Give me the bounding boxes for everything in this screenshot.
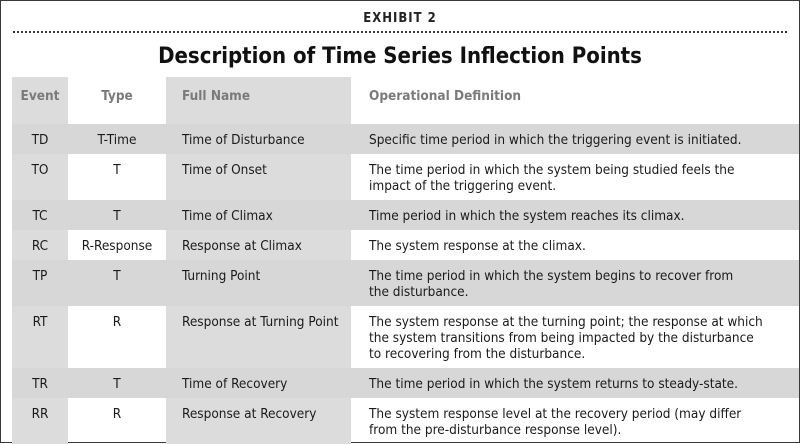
inflection-points-table xyxy=(12,77,799,444)
cell-definition xyxy=(351,398,799,444)
table-row xyxy=(12,398,799,444)
definition-line: The time period in which the system returns to steady-state. xyxy=(369,376,738,392)
cell-event: RR xyxy=(12,398,68,444)
cell-definition xyxy=(351,260,799,306)
cell-full-name: Time of Onset xyxy=(166,154,351,200)
cell-full-name: Response at Turning Point xyxy=(166,306,351,368)
header-row xyxy=(12,77,799,115)
cell-full-name: Response at Recovery xyxy=(166,398,351,444)
cell-event: TO xyxy=(12,154,68,200)
cell-type: T xyxy=(68,260,166,306)
definition-line: Specific time period in which the triggering event is initiated. xyxy=(369,132,742,148)
cell-event: TC xyxy=(12,200,68,230)
table-row xyxy=(12,124,799,154)
header-definition: Operational Definition xyxy=(369,88,522,104)
definition-line: Time period in which the system reaches its climax. xyxy=(369,208,685,224)
cell-type: T xyxy=(113,162,121,178)
cell-full-name: Response at Climax xyxy=(166,230,351,260)
header-event: Event xyxy=(12,77,68,115)
header-type: Type xyxy=(101,88,133,104)
cell-event: TR xyxy=(12,368,68,398)
cell-definition xyxy=(351,306,799,368)
definition-line: The system response at the turning point; the response at which xyxy=(369,314,763,330)
definition-line: The system response level at the recovery period (may differ xyxy=(369,406,742,422)
cell-event: TP xyxy=(12,260,68,306)
cell-type: T xyxy=(68,368,166,398)
cell-type: R xyxy=(112,406,122,422)
definition-line: The time period in which the system begins to recover from xyxy=(369,268,734,284)
cell-definition xyxy=(351,200,799,230)
table-title: Description of Time Series Inflection Points xyxy=(158,44,642,69)
dotted-divider xyxy=(13,31,787,33)
cell-event: RT xyxy=(12,306,68,368)
cell-full-name: Turning Point xyxy=(166,260,351,306)
header-full-name: Full Name xyxy=(166,77,351,115)
definition-line: the disturbance. xyxy=(369,284,469,300)
definition-line: to recovering from the disturbance. xyxy=(369,346,586,362)
cell-type: R xyxy=(112,314,122,330)
table-row xyxy=(12,306,799,368)
cell-definition xyxy=(351,368,799,398)
table-row xyxy=(12,368,799,398)
table-row xyxy=(12,230,799,260)
cell-type: T-Time xyxy=(68,124,166,154)
cell-event: TD xyxy=(12,124,68,154)
definition-line: The system response at the climax. xyxy=(369,238,586,254)
exhibit-label: EXHIBIT 2 xyxy=(363,11,437,26)
definition-line: from the pre-disturbance response level). xyxy=(369,422,622,438)
table-row xyxy=(12,200,799,230)
table-row xyxy=(12,260,799,306)
definition-line: The time period in which the system being studied feels the xyxy=(369,162,735,178)
cell-event: RC xyxy=(12,230,68,260)
cell-full-name: Time of Disturbance xyxy=(166,124,351,154)
definition-line: impact of the triggering event. xyxy=(369,178,557,194)
cell-type: T xyxy=(68,200,166,230)
cell-full-name: Time of Recovery xyxy=(166,368,351,398)
cell-definition xyxy=(351,124,799,154)
table-row xyxy=(12,154,799,200)
table-body xyxy=(12,124,799,444)
cell-full-name: Time of Climax xyxy=(166,200,351,230)
header-spacer xyxy=(12,115,799,124)
cell-definition xyxy=(351,154,799,200)
cell-definition xyxy=(351,230,799,260)
definition-line: the system transitions from being impacted by the disturbance xyxy=(369,330,754,346)
cell-type: R-Response xyxy=(81,238,153,254)
